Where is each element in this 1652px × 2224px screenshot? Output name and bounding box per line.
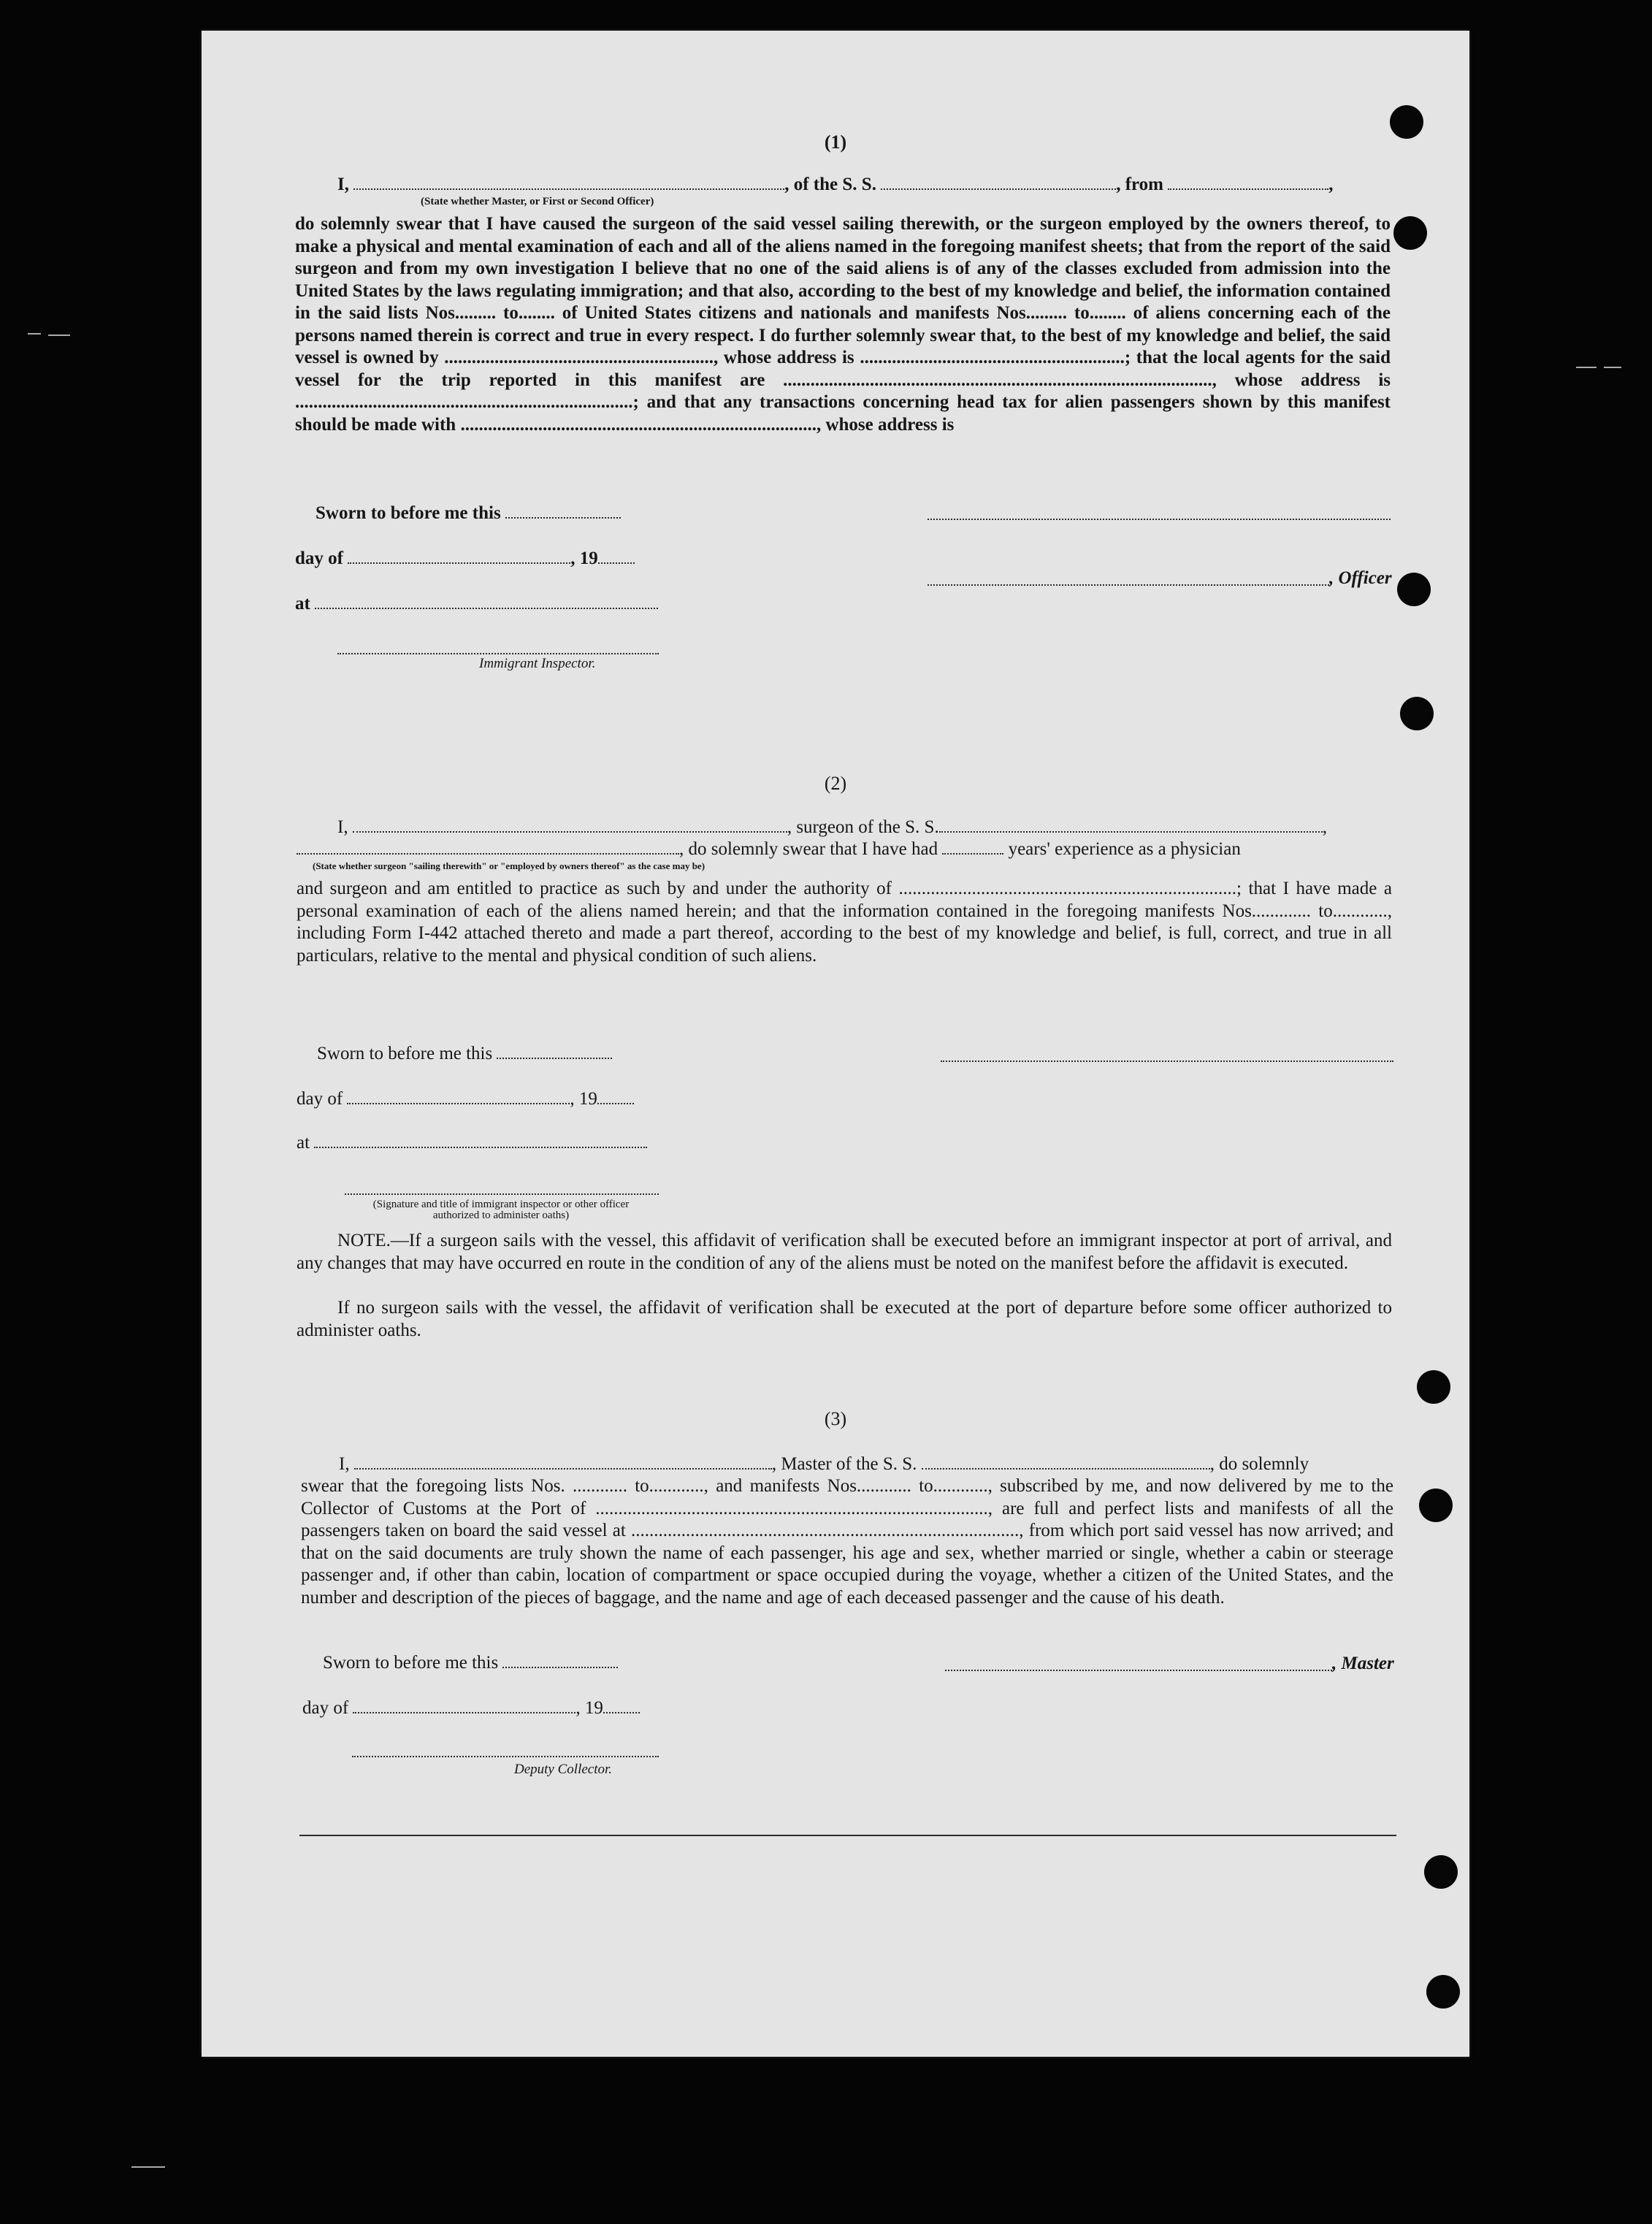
surgeon-status-note: (State whether surgeon "sailing therewith" or "employed by owners thereof" as the case may be): [313, 860, 705, 871]
section-1-first-line: [337, 174, 1334, 195]
year-field[interactable]: [597, 1088, 634, 1104]
at-line-2: [297, 1132, 647, 1153]
pronoun-label: I,: [337, 175, 349, 194]
vessel-name-field[interactable]: [881, 174, 1116, 190]
pronoun-label: I,: [337, 817, 348, 837]
surgeon-signature-line[interactable]: [941, 1061, 1393, 1062]
section-2-first-line: [337, 817, 1327, 838]
swear-label: , do solemnly swear that I have had: [679, 839, 938, 859]
note-text: —If a surgeon sails with the vessel, this affidavit of verification shall be executed before an immigrant inspector at port of arrival, and any changes that may have occurred en route in the condition of any of the aliens must be noted on the manifest before the affidavit is executed.: [297, 1231, 1392, 1273]
section-3-oath-text: swear that the foregoing lists Nos. ............ to............, and manifests Nos............ to............, subscribed by me, and now delivered by me to the Collector of Customs at the Port of ......................................................................................, are full and perfect lists and manifests of all the passengers taken on board the said vessel at ....................................................................................., from which port said vessel has now arrived; and that on the said documents are truly shown the name of each passenger, his age and sex, whether married or single, whether a cabin or steerage passenger and, if other than cabin, location of compartment or space occupied during the voyage, whether a citizen of the United States, and the number and description of the pieces of baggage, and the name and age of each deceased passenger and the cause of his death.: [301, 1476, 1393, 1608]
month-field[interactable]: [353, 1697, 575, 1713]
scan-mark: [1576, 367, 1596, 368]
vessel-name-field[interactable]: [922, 1453, 1210, 1470]
section-1-oath-text: do solemnly swear that I have caused the surgeon of the said vessel sailing therewith, or the surgeon employed by the owners thereof, to make a physical and mental examination of each and all of the aliens named in the foregoing manifest sheets; that from the report of the said surgeon and from my own investigation I believe that no one of the said aliens is of any of the classes excluded from admission into the United States by the laws regulating immigration; and that also, according to the best of my knowledge and belief, the information contained in the said lists Nos......... to........ of United States citizens and nationals and manifests Nos......... to........ of aliens concerning each of the persons named therein is correct and true in every respect. I do further solemnly swear that, to the best of my knowledge and belief, the said vessel is owned by ..........................................................., whose address is ..........................................................; that the local agents for the said vessel for the trip reported in this manifest are .............................................................................................., whose address is ..........................................................................; and that any transactions concerning head tax for alien passengers shown by this manifest should be made with .............................................................................., whose address is: [295, 214, 1391, 435]
section-2-number: (2): [824, 773, 847, 794]
punch-hole: [1426, 1975, 1460, 2009]
scan-mark: [1604, 367, 1621, 368]
inspector-signature-line[interactable]: [337, 653, 659, 654]
comma: ,: [1322, 817, 1327, 837]
years-label: years' experience as a physician: [1008, 839, 1241, 859]
day-of-label: day of: [302, 1698, 349, 1718]
year-label: , 19: [570, 1089, 597, 1109]
at-label: at: [297, 1133, 310, 1153]
sworn-day-field[interactable]: [497, 1043, 612, 1059]
sworn-line-2: [317, 1043, 612, 1064]
section-1-number: (1): [824, 131, 847, 153]
month-field[interactable]: [348, 548, 570, 564]
officer-name-field[interactable]: [353, 174, 784, 190]
sworn-label: Sworn to before me this: [317, 1044, 493, 1063]
of-ss-label: , of the S. S.: [784, 175, 876, 194]
pronoun-label: I,: [339, 1454, 350, 1474]
vessel-name-field[interactable]: [939, 817, 1323, 833]
day-of-label: day of: [295, 549, 343, 568]
punch-hole: [1393, 216, 1427, 250]
year-field[interactable]: [603, 1697, 640, 1713]
deputy-collector-label: Deputy Collector.: [514, 1762, 613, 1777]
sworn-label: Sworn to before me this: [316, 503, 501, 523]
day-of-line-1: [295, 548, 635, 569]
section-3-first-line: [339, 1453, 1309, 1475]
master-name-field[interactable]: [354, 1453, 772, 1470]
officer-rank-note: (State whether Master, or First or Second Officer): [421, 196, 654, 207]
year-label: , 19: [570, 549, 598, 568]
scan-mark: [131, 2166, 165, 2168]
section-3-number: (3): [824, 1408, 847, 1429]
surgeon-of-ss-label: , surgeon of the S. S.: [787, 817, 939, 837]
punch-hole: [1419, 1489, 1453, 1522]
sworn-day-field[interactable]: [502, 1652, 618, 1668]
at-line-1: [295, 593, 658, 614]
swear-label: , do solemnly: [1209, 1454, 1309, 1474]
surgeon-status-field[interactable]: [297, 838, 679, 855]
punch-hole: [1400, 697, 1434, 730]
punch-hole: [1424, 1855, 1458, 1889]
bottom-rule: [299, 1835, 1396, 1836]
scan-mark: [28, 333, 41, 335]
immigrant-inspector-label: Immigrant Inspector.: [479, 656, 596, 671]
day-of-line-3: [302, 1697, 640, 1719]
years-experience-field[interactable]: [942, 838, 1003, 855]
sworn-label: Sworn to before me this: [323, 1653, 499, 1673]
month-field[interactable]: [347, 1088, 570, 1104]
punch-hole: [1417, 1370, 1450, 1404]
year-label: , 19: [575, 1698, 603, 1718]
day-of-label: day of: [297, 1089, 343, 1109]
manifest-affidavit-page: [202, 31, 1469, 2057]
master-text: , Master: [1332, 1654, 1394, 1673]
master-of-ss-label: , Master of the S. S.: [771, 1454, 917, 1474]
sworn-line-3: [323, 1652, 618, 1673]
officer-title-line[interactable]: [928, 584, 1329, 586]
collector-signature-line[interactable]: [352, 1756, 659, 1757]
master-signature-line[interactable]: [945, 1670, 1332, 1671]
sworn-line-1: [316, 502, 621, 524]
note-label: NOTE.: [337, 1231, 391, 1250]
at-label: at: [295, 594, 310, 614]
day-of-line-2: [297, 1088, 634, 1109]
scan-mark: [48, 335, 70, 336]
punch-hole: [1397, 573, 1431, 606]
officer-label: [1329, 568, 1392, 589]
from-label: , from: [1116, 175, 1163, 194]
signature-title-note: (Signature and title of immigrant inspector or other officer authorized to administer oaths): [372, 1199, 630, 1221]
master-label: [1332, 1654, 1394, 1674]
sworn-day-field[interactable]: [505, 502, 621, 519]
section-2-second-line: [297, 838, 1241, 860]
departure-port-field[interactable]: [1168, 174, 1328, 190]
comma: ,: [1328, 175, 1334, 194]
note-paragraph-2: If no surgeon sails with the vessel, the affidavit of verification shall be executed at the port of departure before some officer authorized to administer oaths.: [297, 1298, 1392, 1340]
year-field[interactable]: [598, 548, 635, 564]
surgeon-name-field[interactable]: [353, 817, 787, 833]
section-2-oath-text: and surgeon and am entitled to practice as such by and under the authority of ..........................................................................; that I have made a personal examination of each of the aliens named herein; and that the information contained in the foregoing manifests Nos............. to............, including Form I-442 attached thereto and made a part thereof, according to the best of my knowledge and belief, is full, correct, and true in all particulars, relative to the mental and physical condition of such aliens.: [297, 879, 1392, 966]
at-place-field[interactable]: [315, 593, 658, 609]
at-place-field[interactable]: [314, 1132, 647, 1148]
officer-signature-line[interactable]: [928, 519, 1391, 520]
officer-text: , Officer: [1329, 568, 1392, 588]
note-paragraph: [297, 1230, 1392, 1275]
inspector-signature-line[interactable]: [345, 1193, 659, 1195]
